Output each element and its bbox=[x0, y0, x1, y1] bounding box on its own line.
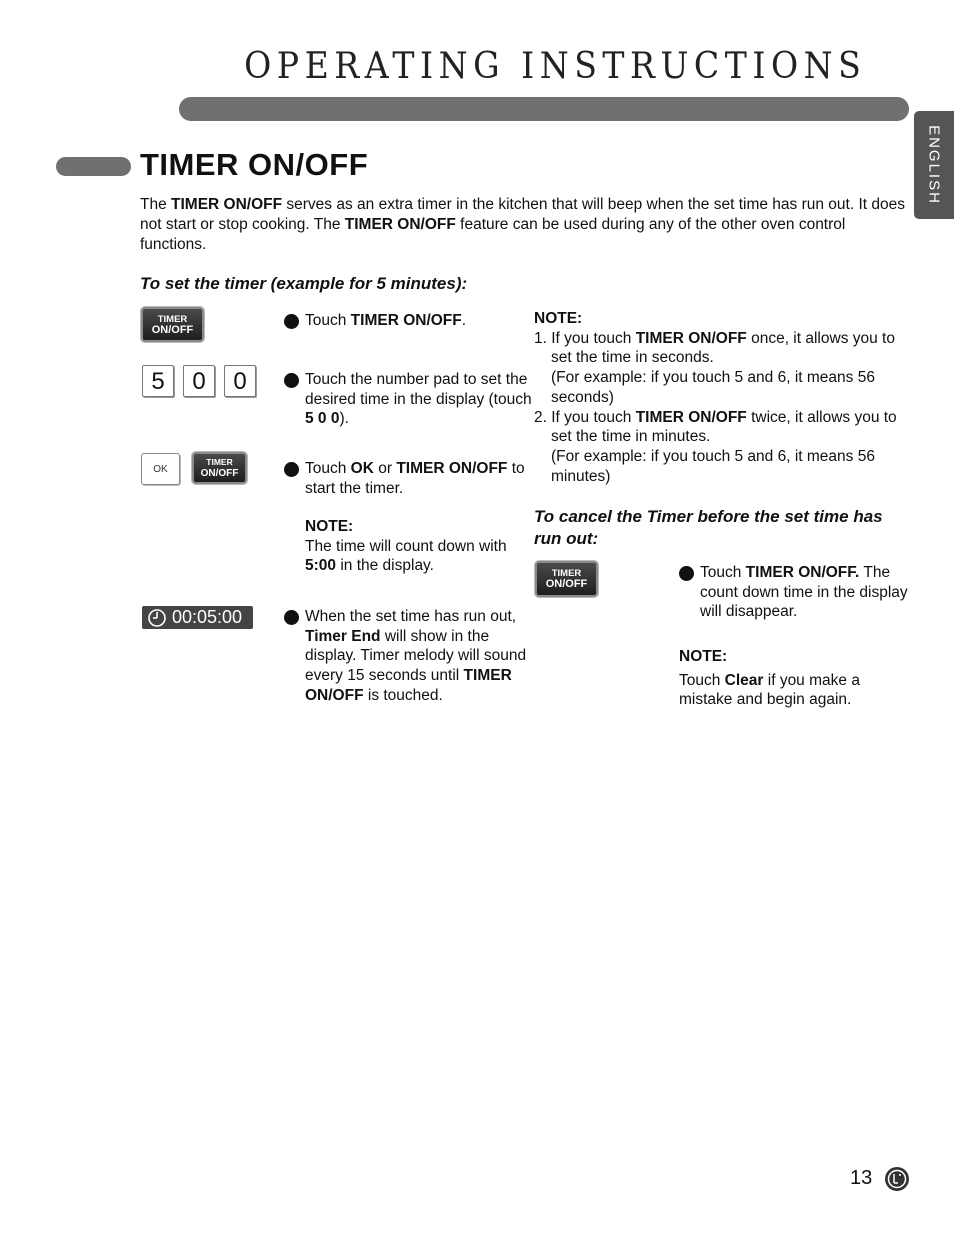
right-note bbox=[534, 309, 904, 486]
set-step-3-note: NOTE: The time will count down with 5:00 in the display. bbox=[305, 518, 507, 575]
right-note-list bbox=[534, 329, 904, 487]
digit-key-0: 0 bbox=[183, 365, 215, 397]
right-note-label: NOTE: bbox=[534, 310, 583, 327]
intro-paragraph: The TIMER ON/OFF serves as an extra timer in the kitchen that will beep when the set time has run out. It does not start or stop cooking. The TIMER ON/OFF feature can be used during any of the other oven control functions. bbox=[140, 196, 905, 253]
clock-icon bbox=[147, 608, 167, 628]
set-step-2: 2 Touch the number pad to set the desired time in the display (touch 5 0 0). bbox=[277, 371, 532, 428]
set-step-3: 3 Touch OK or TIMER ON/OFF to start the timer. bbox=[277, 460, 525, 497]
cancel-heading: To cancel the Timer before the set time has run out: bbox=[534, 507, 883, 548]
cancel-note: NOTE: Touch Clear if you make a mistake and begin again. bbox=[679, 648, 860, 709]
language-tab-label: ENGLISH bbox=[925, 125, 943, 205]
page-header-title: OPERATING INSTRUCTIONS bbox=[243, 46, 866, 87]
set-step-4: 4 When the set time has run out, Timer End will show in the display. Timer melody will sound every 15 seconds until TIMER ON/OFF is touched. bbox=[277, 608, 527, 704]
right-note-item-1: 1. If you touch TIMER ON/OFF once, it allows you to set the time in seconds. (For example: if you touch 5 and 6, it means 56 seconds) bbox=[534, 329, 895, 406]
digit-key-0: 0 bbox=[224, 365, 256, 397]
language-tab bbox=[914, 111, 954, 219]
page-number: 13 bbox=[850, 1167, 873, 1189]
section-marker bbox=[56, 157, 131, 176]
timer-onoff-key: TIMER ON/OFF bbox=[192, 452, 247, 484]
timer-display bbox=[142, 606, 253, 629]
timer-onoff-key: TIMER ON/OFF bbox=[535, 561, 598, 597]
cancel-step-1: 1 Touch TIMER ON/OFF. The count down time in the display will disappear. bbox=[672, 564, 908, 621]
timer-onoff-key: TIMER ON/OFF bbox=[141, 307, 204, 342]
right-note-item-2: 2. If you touch TIMER ON/OFF twice, it allows you to set the time in minutes. (For example: if you touch 5 and 6, it means 56 minutes) bbox=[534, 408, 897, 485]
section-title: TIMER ON/OFF bbox=[140, 147, 369, 182]
header-bar bbox=[179, 97, 909, 121]
set-timer-heading: To set the timer (example for 5 minutes): bbox=[140, 274, 468, 293]
lg-logo-icon bbox=[884, 1166, 910, 1192]
ok-key: OK bbox=[141, 453, 180, 485]
set-step-1: 1 Touch TIMER ON/OFF. bbox=[277, 312, 467, 329]
display-value: 00:05:00 bbox=[172, 607, 243, 627]
digit-key-5: 5 bbox=[142, 365, 174, 397]
